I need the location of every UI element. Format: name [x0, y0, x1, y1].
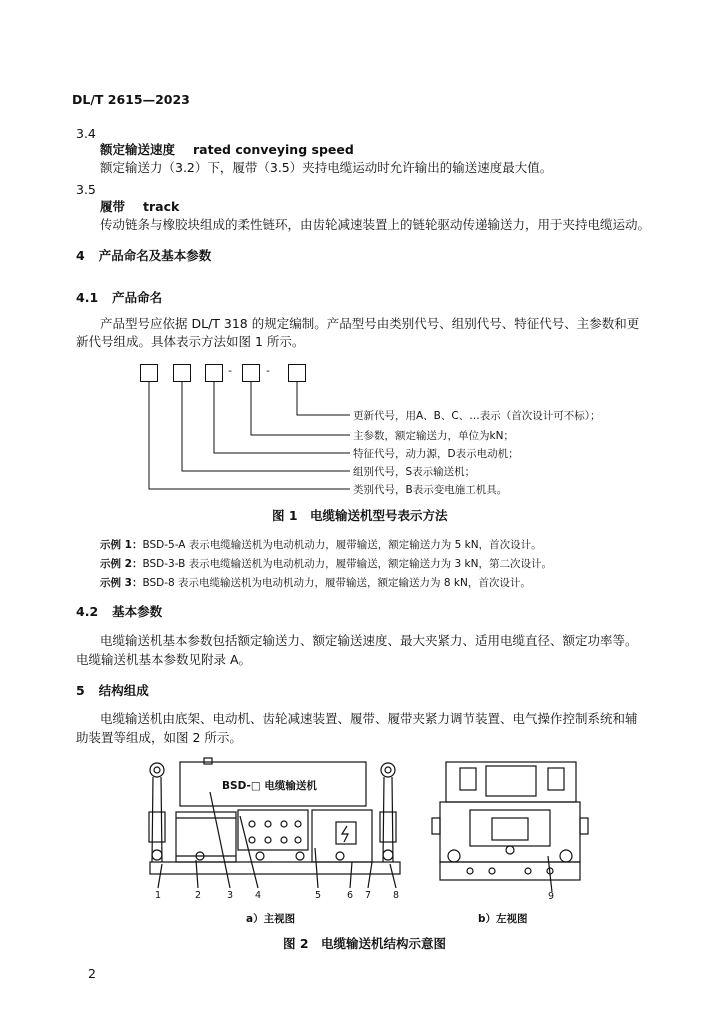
section-heading-4-2 — [76, 604, 162, 620]
section-heading-5 — [76, 683, 149, 699]
example-2 — [100, 556, 552, 571]
clause-number-3-5: 3.5 — [76, 182, 96, 197]
part-number: 8 — [393, 890, 400, 901]
section-title: 基本参数 — [112, 604, 163, 619]
part-number: 9 — [548, 891, 555, 902]
figure-1-diagram — [140, 360, 600, 500]
example-label: 示例 3： — [100, 577, 143, 589]
figure-2-caption: 图 2 电缆输送机结构示意图 — [283, 936, 447, 951]
legend-main-param: 主参数，额定输送力，单位为kN； — [353, 430, 514, 442]
part-number: 6 — [347, 890, 354, 901]
example-label: 示例 1： — [100, 539, 143, 551]
legend-feature-code: 特征代号，动力源，D表示电动机； — [353, 448, 519, 460]
section-number: 4.2 — [76, 604, 99, 619]
part-number: 3 — [227, 890, 234, 901]
section-title: 产品命名及基本参数 — [98, 248, 212, 263]
paragraph-4-1-line2: 新代号组成。具体表示方法如图 1 所示。 — [76, 334, 305, 349]
figure-2a-front-view — [140, 752, 410, 912]
figure-1-caption: 图 1 电缆输送机型号表示方法 — [272, 508, 448, 523]
term-cn: 履带 — [100, 199, 126, 214]
example-text: BSD-5-A 表示电缆输送机为电动机动力，履带输送，额定输送力为 5 kN，首次设计。 — [142, 539, 542, 551]
part-number: 7 — [365, 890, 372, 901]
paragraph-5-line1: 电缆输送机由底架、电动机、齿轮减速装置、履带、履带夹紧力调节装置、电气操作控制系统和辅 — [100, 711, 638, 726]
figure-2b-left-view — [430, 752, 590, 912]
term-en: track — [143, 199, 180, 214]
paragraph-4-2-line2: 电缆输送机基本参数见附录 A。 — [76, 652, 252, 667]
part-number: 5 — [315, 890, 322, 901]
example-1 — [100, 537, 542, 552]
term-cn: 额定输送速度 — [100, 142, 176, 157]
paragraph-4-2-line1: 电缆输送机基本参数包括额定输送力、额定输送速度、最大夹紧力、适用电缆直径、额定功率等。 — [100, 633, 638, 648]
paragraph-5-line2: 助装置等组成，如图 2 所示。 — [76, 730, 242, 745]
example-label: 示例 2： — [100, 558, 143, 570]
section-number: 4.1 — [76, 290, 99, 305]
section-heading-4 — [76, 248, 211, 264]
section-title: 产品命名 — [112, 290, 163, 305]
paragraph-4-1-line1: 产品型号应依据 DL/T 318 的规定编制。产品型号由类别代号、组别代号、特征代号、主参数和更 — [100, 316, 640, 331]
subfigure-b-label: b）左视图 — [478, 913, 528, 925]
machine-side-drawing — [430, 752, 590, 902]
machine-front-drawing — [140, 752, 410, 892]
term-en: rated conveying speed — [193, 142, 354, 157]
example-text: BSD-3-B 表示电缆输送机为电动机动力，履带输送，额定输送力为 3 kN，第二次设计。 — [142, 558, 552, 570]
part-number: 1 — [155, 890, 162, 901]
section-heading-4-1 — [76, 290, 162, 306]
page-number: 2 — [88, 966, 96, 981]
dash-separator: - — [266, 364, 270, 377]
term-3-4 — [100, 142, 354, 158]
example-3 — [100, 575, 531, 590]
subfigure-a-label: a）主视图 — [246, 913, 296, 925]
section-number: 4 — [76, 248, 85, 263]
dash-separator: - — [228, 364, 232, 377]
clause-number-3-4: 3.4 — [76, 126, 96, 141]
example-text: BSD-8 表示电缆输送机为电动机动力，履带输送，额定输送力为 8 kN，首次设计。 — [142, 577, 531, 589]
document-code: DL/T 2615—2023 — [72, 92, 190, 107]
nameplate: BSD-□ 电缆输送机 — [222, 780, 317, 792]
part-number: 4 — [255, 890, 262, 901]
term-3-5 — [100, 199, 179, 215]
part-number: 2 — [195, 890, 202, 901]
section-number: 5 — [76, 683, 85, 698]
definition-3-4: 额定输送力（3.2）下，履带（3.5）夹持电缆运动时允许输出的输送速度最大值。 — [100, 160, 553, 175]
section-title: 结构组成 — [98, 683, 149, 698]
legend-update-code: 更新代号，用A、B、C、…表示（首次设计可不标）； — [353, 410, 601, 422]
legend-group-code: 组别代号，S表示输送机； — [353, 466, 476, 478]
legend-category-code: 类别代号，B表示变电施工机具。 — [353, 484, 508, 496]
definition-3-5: 传动链条与橡胶块组成的柔性链环，由齿轮减速装置上的链轮驱动传递输送力，用于夹持电缆运动。 — [100, 217, 651, 232]
